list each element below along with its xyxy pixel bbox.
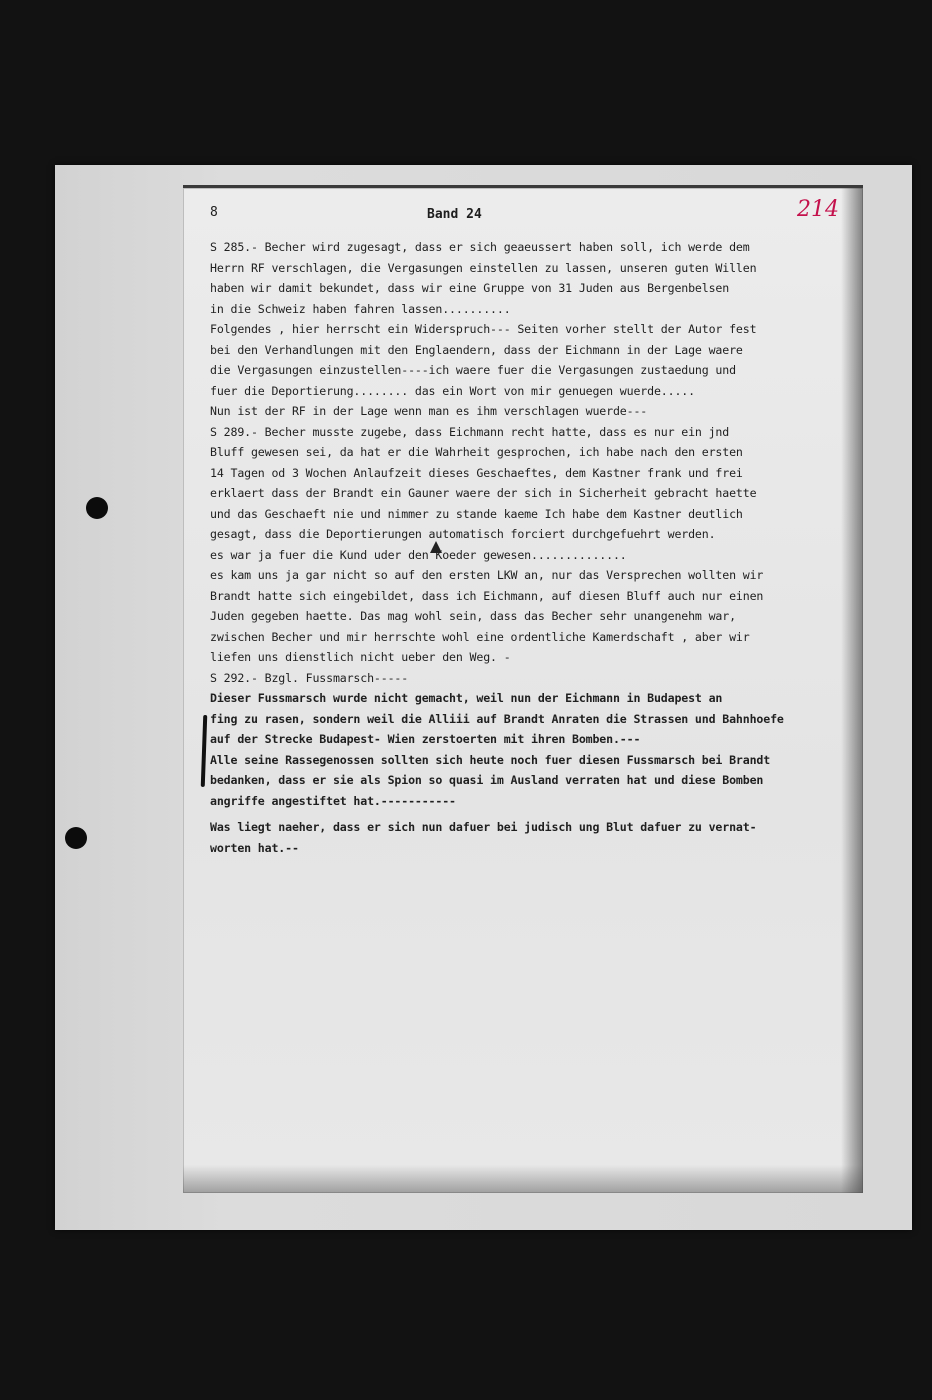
text-line: Brandt hatte sich eingebildet, dass ich Eichmann, auf diesen Bluff auch nur einen xyxy=(210,588,764,603)
text-line: erklaert dass der Brandt ein Gauner waere der sich in Sicherheit gebracht haette xyxy=(210,486,757,500)
text-line: und das Geschaeft nie und nimmer zu stande kaeme Ich habe dem Kastner deutlich xyxy=(210,506,743,521)
text-line: haben wir damit bekundet, dass wir eine Gruppe von 31 Juden aus Bergenbelsen xyxy=(210,281,730,295)
page-header xyxy=(210,197,839,229)
text-line: bedanken, dass er sie als Spion so quasi im Ausland verraten hat und diese Bomben xyxy=(210,773,764,787)
text-line: zwischen Becher und mir herrschte wohl eine ordentliche Kamerdschaft , aber wir xyxy=(210,629,750,644)
punch-hole-top xyxy=(86,497,108,519)
text-line: Folgendes , hier herrscht ein Widerspruch--- Seiten vorher stellt der Autor fest xyxy=(210,322,757,336)
closing-line: Was liegt naeher, dass er sich nun dafuer bei judisch ung Blut dafuer zu vernat- xyxy=(210,820,757,834)
text-line: Dieser Fussmarsch wurde nicht gemacht, weil nun der Eichmann in Budapest an xyxy=(210,691,723,705)
volume-label: Band 24 xyxy=(427,207,482,222)
page-number: 8 xyxy=(210,205,218,220)
punch-hole-bottom xyxy=(65,827,87,849)
text-line: es war ja fuer die Kund uder den Koeder gewesen.............. xyxy=(210,547,627,562)
text-line: in die Schweiz haben fahren lassen.......... xyxy=(210,301,511,316)
text-line: Alle seine Rassegenossen sollten sich heute noch fuer diesen Fussmarsch bei Brandt xyxy=(210,752,771,767)
text-line: es kam uns ja gar nicht so auf den ersten LKW an, nur das Versprechen wollten wir xyxy=(210,568,764,582)
text-line: angriffe angestiftet hat.----------- xyxy=(210,793,456,808)
text-line: Bluff gewesen sei, da hat er die Wahrheit gesprochen, ich habe nach den ersten xyxy=(210,445,743,459)
text-line: die Vergasungen einzustellen----ich waere fuer die Vergasungen zustaedung und xyxy=(210,363,736,377)
margin-mark xyxy=(201,715,208,787)
text-line: fuer die Deportierung........ das ein Wort von mir genuegen wuerde..... xyxy=(210,383,695,398)
text-line: Herrn RF verschlagen, die Vergasungen einstellen zu lassen, unseren guten Willen xyxy=(210,260,757,275)
text-line: liefen uns dienstlich nicht ueber den Weg. - xyxy=(210,650,511,664)
text-line: S 289.- Becher musste zugebe, dass Eichmann recht hatte, dass es nur ein jnd xyxy=(210,424,730,439)
text-line: auf der Strecke Budapest- Wien zerstoerten mit ihren Bomben.--- xyxy=(210,732,641,746)
text-line: Juden gegeben haette. Das mag wohl sein, dass das Becher sehr unangenehm war, xyxy=(210,609,736,623)
folio-stamp: 214 xyxy=(797,197,839,222)
text-line: gesagt, dass die Deportierungen automatisch forciert durchgefuehrt werden. xyxy=(210,527,716,541)
text-line: fing zu rasen, sondern weil die Alliii auf Brandt Anraten die Strassen und Bahnhoefe xyxy=(210,711,784,726)
text-line: Nun ist der RF in der Lage wenn man es ihm verschlagen wuerde--- xyxy=(210,404,648,418)
page-bottom-shadow xyxy=(183,1165,863,1193)
typed-text-body xyxy=(210,237,850,858)
page-edge-shadow xyxy=(841,188,863,1193)
typed-page xyxy=(183,185,863,1193)
closing-line: worten hat.-- xyxy=(210,840,299,855)
text-line: S 292.- Bzgl. Fussmarsch----- xyxy=(210,670,409,685)
text-line: S 285.- Becher wird zugesagt, dass er sich geaeussert haben soll, ich werde dem xyxy=(210,240,750,254)
text-line: bei den Verhandlungen mit den Englaendern, dass der Eichmann in der Lage waere xyxy=(210,342,743,357)
text-line: 14 Tagen od 3 Wochen Anlaufzeit dieses Geschaeftes, dem Kastner frank und frei xyxy=(210,465,743,480)
